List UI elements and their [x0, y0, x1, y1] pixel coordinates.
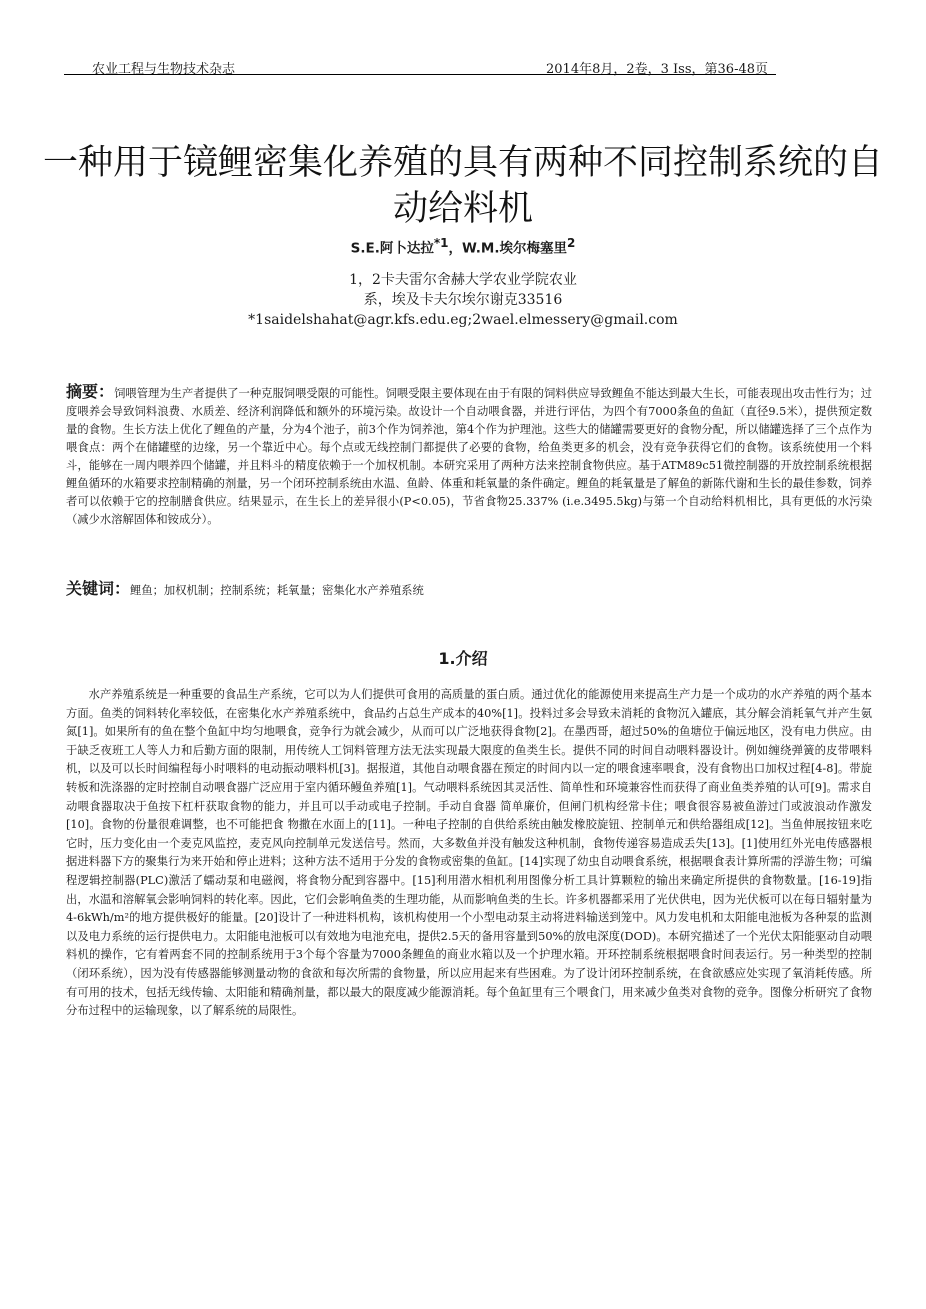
issue-info: 2014年8月，2卷，3 Iss，第36-48页 — [546, 62, 768, 77]
keywords — [66, 576, 872, 599]
affiliation — [0, 270, 926, 330]
keywords-label: 关键词： — [66, 579, 131, 598]
abstract-text: 饲喂管理为生产者提供了一种克服饲喂受限的可能性。饲喂受限主要体现在由于有限的饲料供应导致鲤鱼不能达到最大生长，可能表现出攻击性行为；过度喂养会导致饲料浪费、水质差、经济利润降低和额外的环境污染。故设计一个自动喂食器，并进行评估，为四个有7000条鱼的鱼缸（直径9.5米），提供预定数量的食物。生长方法上优化了鲤鱼的产量，分为4个池子，前3个作为饲养池，第4个作为护理池。这些大的储罐需要更好的食物分配，所以储罐选择了三个点作为喂食点：两个在储罐壁的边缘，另一个靠近中心。每个点或无线控制门都提供了必要的食物，给鱼类更多的机会，没有竞争获得它们的食物。该系统使用一个料斗，能够在一周内喂养四个储罐，并且料斗的精度依赖于一个加权机制。本研究采用了两种方法来控制食物供应。基于ATM89c51微控制器的开放控制系统根据鲤鱼循环的水箱要求控制精确的剂量，另一个闭环控制系统由水温、鱼龄、体重和耗氧量的条件确定。鲤鱼的耗氧量是了解鱼的新陈代谢和生长的最佳参数，饲养者可以依赖于它的控制膳食供应。结果显示，在生长上的差异很小(P<0.05)，节省食物25.337% (i.e.3495.5kg)与第一个自动给料机相比，具有更低的水污染（减少水溶解固体和铵成分）。 — [66, 387, 872, 526]
section-heading: 1.介绍 — [438, 649, 488, 668]
journal-name: 农业工程与生物技术杂志 — [92, 62, 236, 77]
abstract — [66, 383, 872, 529]
author-2-mark: 2 — [566, 236, 576, 250]
section-body: 水产养殖系统是一种重要的食品生产系统，它可以为人们提供可食用的高质量的蛋白质。通过优化的能源使用来提高生产力是一个成功的水产养殖的两个基本方面。鱼类的饲料转化率较低，在密集化水产养殖系统中，食品约占总生产成本的40%[1]。投料过多会导致未消耗的食物沉入罐底，其分解会消耗氧气并产生氨氮[1]。如果所有的鱼在整个鱼缸中均匀地喂食，竞争行为就会减少，从而可以广泛地获得食物[2]。在墨西哥，超过50%的鱼塘位于偏远地区，没有电力供应。由于缺乏夜班工人等人力和后勤方面的限制，用传统人工饲料管理方法无法实现最大限度的鱼类生长。提供不同的时间自动喂料器设计。例如缠绕弹簧的皮带喂料机，以及可以长时间编程每小时喂料的电动振动喂料机[3]。据报道，其他自动喂食器在预定的时间内以一定的喂食速率喂食，没有食物出口加权过程[4-8]。带旋转板和洗涤器的定时控制自动喂食器广泛应用于室内循环鳗鱼养殖[1]。气动喂料系统因其灵活性、简单性和环境兼容性而获得了商业鱼类养殖的认可[9]。需求自动喂食器取决于鱼按下杠杆获取食物的能力，并且可以手动或电子控制。手动自食器 简单廉价，但闸门机构经常卡住；喂食很容易被鱼游过门或波浪动作激发[10]。食物的份量很难调整，也不可能把食 物撒在水面上的[11]。一种电子控制的自供给系统由触发橡胶旋钮、控制单元和供给器组成[12]。当鱼伸展按钮来吃它时，压力变化由一个麦克风监控，麦克风向控制单元发送信号。然而，大多数鱼并没有触发这种机制，食物传递容易造成丢失[13]。[1]使用红外光电传感器根据进料器下方的聚集行为来开始和停止进料；这种方法不适用于分发的食物或密集的鱼缸。[14]实现了幼虫自动喂食系统，根据喂食表计算所需的浮游生物；可编程逻辑控制器(PLC)激活了蠕动泵和电磁阀，将食物分配到容器中。[15]利用潜水相机利用图像分析工具计算颗粒的输出来确定所提供的食物数量。[16-19]指出，水温和溶解氧会影响饲料的转化率。因此，它们会影响鱼类的生理功能，从而影响鱼类的生长。许多机器都采用了光伏供电，因为光伏板可以在每日辐射量为4-6kWh/m²的地方提供极好的能量。[20]设计了一种进料机构，该机构使用一个小型电动泵主动将进料输送到笼中。风力发电机和太阳能电池板为各种泵的监测以及电力系统的运行提供电力。太阳能电池板可以有效地为电池充电，提供2.5天的备用容量到50%的放电深度(DOD)。本研究描述了一个光伏太阳能驱动自动喂料机的操作，它有着两套不同的控制系统用于3个每个容量为7000条鲤鱼的商业水箱以及一个护理水箱。开环控制系统根据喂食时间表运行。另一种类型的控制（闭环系统），因为没有传感器能够测量动物的食欲和每次所需的食物量，所以应用起来有些困难。为了设计闭环控制系统，在食欲感应处实现了氧消耗传感。所有可用的技术，包括无线传输、太阳能和精确剂量，都以最大的限度减少能源消耗。每个鱼缸里有三个喂食门，用来减少鱼类对食物的竞争。图像分析研究了食物分布过程中的运输现象，以了解系统的局限性。 — [66, 688, 872, 1018]
affiliation-line-2: 系，埃及卡夫尔埃尔谢克33516 — [363, 292, 563, 308]
running-header — [64, 56, 776, 75]
author-emails: *1saidelshahat@agr.kfs.edu.eg;2wael.elmessery@gmail.com — [248, 312, 678, 328]
paper-title: 一种用于镜鲤密集化养殖的具有两种不同控制系统的自动给料机 — [42, 143, 883, 229]
abstract-label: 摘要： — [66, 382, 115, 401]
keywords-text: 鲤鱼；加权机制；控制系统；耗氧量；密集化水产养殖系统 — [130, 584, 424, 597]
authors — [0, 236, 926, 257]
author-2: W.M.埃尔梅塞里 — [461, 240, 567, 257]
author-separator: ， — [448, 240, 462, 257]
author-1-mark: *1 — [433, 236, 449, 250]
author-1: S.E.阿卜达拉 — [350, 240, 434, 257]
affiliation-line-1: 1，2卡夫雷尔舍赫大学农业学院农业 — [349, 272, 577, 288]
